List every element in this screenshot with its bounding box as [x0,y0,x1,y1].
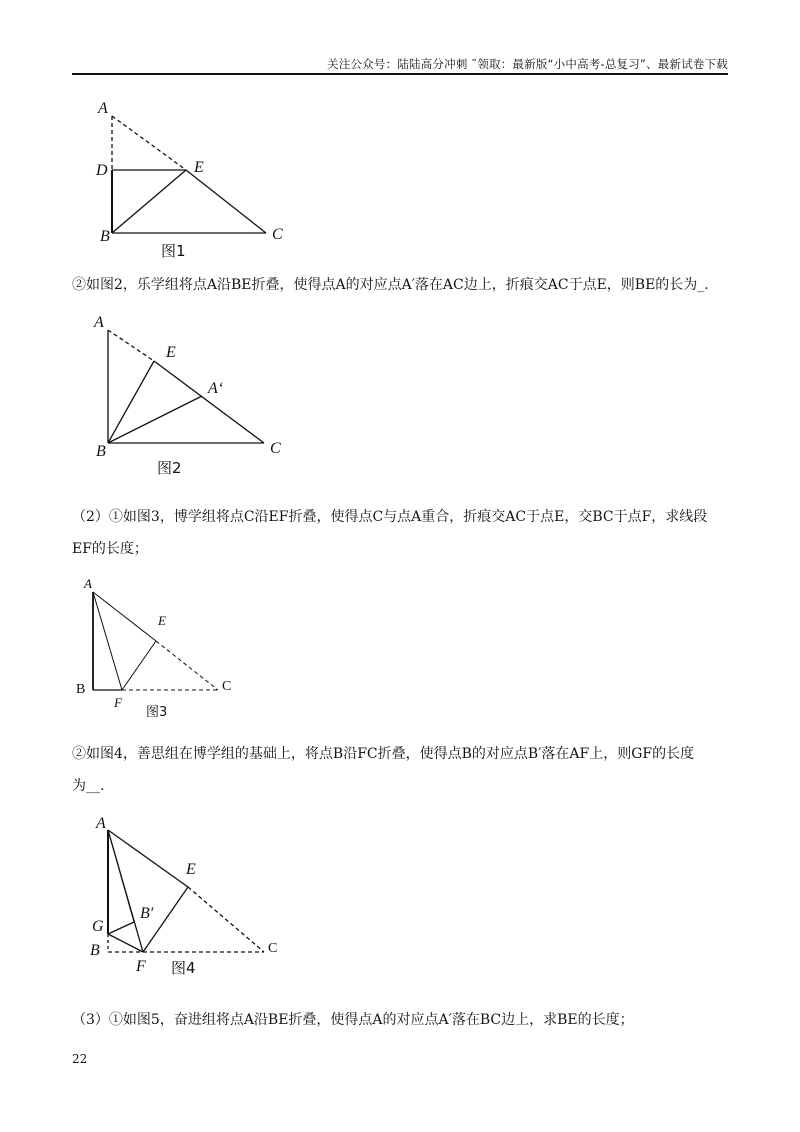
label-f: F [114,695,122,710]
caption-fig2: 图2 [157,459,182,477]
question-3-1-line1: （2）①如图3，博学组将点C沿EF折叠，使得点C与点A重合，折痕交AC于点E，交BC于点F，求线段 [72,509,708,525]
question-3-1-line2: EF的长度； [72,541,148,557]
label-f: F [136,958,146,975]
figure-4 [80,812,300,987]
label-a: A [94,314,104,331]
segment-af [93,592,122,690]
figure-3 [72,575,252,725]
dashed-ec [156,641,218,690]
header-rule [72,73,728,75]
dashed-ec [188,887,264,952]
label-b: B [76,682,86,697]
label-a-prime: A‘ [208,380,224,397]
label-e: E [194,159,204,176]
segment-ec [154,361,264,443]
figure-4-diagram [80,812,300,987]
label-a: A [98,100,108,117]
label-d: D [96,162,108,179]
segment-ab-prime [108,830,134,922]
label-e: E [166,344,176,361]
segment-gb-prime [108,922,134,934]
label-c: C [270,440,281,457]
segment-ae [93,592,156,641]
question-3-2-line2: 为__. [72,778,105,794]
segment-be [112,170,186,233]
figure-3-diagram [72,575,252,725]
page-header: 关注公众号：陆陆高分冲刺 ˜领取：最新版“小中高考-总复习”、最新试卷下载 [327,57,728,71]
segment-ec [186,170,266,233]
caption-fig1: 图1 [161,242,186,260]
label-b: B [90,942,100,959]
figure-2 [90,315,300,480]
page-number: 22 [72,1052,88,1066]
label-c: C [272,226,283,243]
label-e: E [158,613,166,628]
fold-line-ae [112,116,186,170]
question-3-2-line1: ②如图4，善思组在博学组的基础上，将点B沿FC折叠，使得点B的对应点B′落在AF上，则GF的长度 [72,746,695,762]
label-g: G [92,918,104,935]
segment-gf [108,934,143,952]
label-b: B [100,228,110,245]
segment-ba-prime [108,396,202,443]
figure-1-diagram [90,96,300,266]
segment-be [108,361,154,443]
label-e: E [186,861,196,878]
caption-fig4: 图4 [171,959,196,977]
label-c: C [268,941,278,956]
dashed-ae [108,330,154,361]
label-a: A [84,576,92,591]
question-4-1: （3）①如图5，奋进组将点A沿BE折叠，使得点A的对应点A′落在BC边上，求BE的长度； [72,1012,634,1028]
caption-fig3: 图3 [146,705,168,720]
label-b-prime: B′ [140,905,154,922]
figure-1 [90,96,300,266]
label-b: B [96,443,106,460]
segment-ae [108,830,188,887]
question-2-2: ②如图2，乐学组将点A沿BE折叠，使得点A的对应点A′落在AC边上，折痕交AC于点E，则BE的长为_. [72,277,709,293]
figure-2-diagram [90,315,300,480]
label-c: C [222,679,232,694]
label-a: A [96,815,106,832]
segment-fe [122,641,156,690]
